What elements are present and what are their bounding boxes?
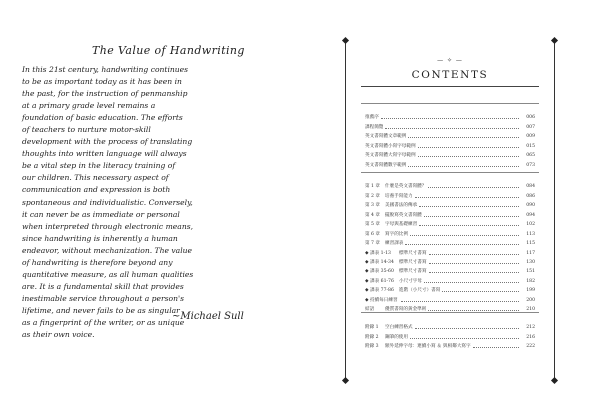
title-divider xyxy=(361,86,539,87)
toc-label: 推薦序 xyxy=(365,115,379,121)
toc-entry[interactable] xyxy=(365,130,535,139)
toc-page: 086 xyxy=(526,193,535,199)
handwriting-signature: ~Michael Sull xyxy=(172,311,244,322)
handwriting-line: are. It is a fundamental skill that provides xyxy=(22,281,184,291)
toc-page: 090 xyxy=(526,203,535,209)
toc-label: 標準尺寸書寫 xyxy=(399,269,427,275)
toc-page: 210 xyxy=(526,307,535,313)
handwriting-line: of teachers to nurture motor-skill xyxy=(22,125,151,135)
handwriting-line: thoughts into written language will always xyxy=(22,149,187,159)
toc-divider xyxy=(361,103,539,104)
toc-leader xyxy=(429,253,519,255)
title-ornament-icon: — ✧ — xyxy=(437,57,463,64)
toc-page: 212 xyxy=(526,325,535,331)
toc-leader xyxy=(418,155,519,157)
handwriting-line: endeavor, without mechanization. The value xyxy=(22,245,193,255)
handwriting-line: be a vital step in the literacy training of xyxy=(22,161,176,171)
toc-label: 寫字的比例 xyxy=(385,231,408,237)
toc-leader xyxy=(473,346,519,348)
toc-leader xyxy=(405,243,519,245)
toc-chapters xyxy=(365,180,535,312)
toc-label: 優質書寫的黃金準則 xyxy=(385,307,427,313)
toc-entry[interactable] xyxy=(365,321,535,330)
toc-entry[interactable] xyxy=(365,256,535,265)
toc-label: 進階（小尺寸）書寫 xyxy=(399,288,441,294)
toc-page: 117 xyxy=(526,250,535,256)
toc-entry[interactable] xyxy=(365,340,535,349)
toc-appendices xyxy=(365,321,535,349)
contents-title: CONTENTS xyxy=(411,69,489,81)
toc-page: 182 xyxy=(526,278,535,284)
toc-number: ◆ 課表 35-60 xyxy=(365,269,394,275)
handwriting-line: development with the process of translating xyxy=(22,137,193,147)
toc-label: 練習課表 xyxy=(385,241,404,247)
toc-page: 200 xyxy=(526,297,535,303)
toc-label: 美國書法的傳承 xyxy=(385,203,418,209)
toc-number: 第 3 章 xyxy=(365,203,381,209)
toc-leader xyxy=(429,262,519,264)
toc-leader xyxy=(442,290,519,292)
handwriting-line: foundation of basic education. The efforts xyxy=(22,113,183,123)
toc-leader xyxy=(401,300,519,302)
toc-number: ◆ 課表 14-34 xyxy=(365,259,394,265)
toc-number: ◆ 持續每日練習 xyxy=(365,297,398,303)
toc-entry[interactable] xyxy=(365,111,535,120)
toc-page: 113 xyxy=(526,231,535,237)
toc-entry[interactable] xyxy=(365,180,535,189)
toc-page: 222 xyxy=(526,344,535,350)
contents-page xyxy=(335,38,565,383)
toc-entry[interactable] xyxy=(365,227,535,236)
toc-number: 結語 xyxy=(365,307,375,313)
handwriting-line: lifetime, and never fails to be as singular xyxy=(22,305,180,315)
handwriting-line: it can never be as immediate or personal xyxy=(22,209,180,219)
toc-leader xyxy=(385,127,519,129)
toc-entry[interactable] xyxy=(365,293,535,302)
toc-entry[interactable] xyxy=(365,189,535,198)
toc-page: 130 xyxy=(526,259,535,265)
toc-number: ◆ 課表 1-13 xyxy=(365,250,391,256)
toc-label: 課程簡覽 xyxy=(365,124,384,130)
toc-leader xyxy=(408,165,519,167)
toc-number: 第 6 章 xyxy=(365,231,381,237)
handwriting-line: the past, for the instruction of penmanship xyxy=(22,89,188,99)
toc-leader xyxy=(419,205,519,207)
toc-page: 115 xyxy=(526,241,535,247)
toc-entry[interactable] xyxy=(365,237,535,246)
toc-label: 字母與基礎練習 xyxy=(385,222,418,228)
toc-entry[interactable] xyxy=(365,149,535,158)
toc-leader xyxy=(408,136,519,138)
corner-diamond-icon xyxy=(551,377,558,384)
toc-label: 英文書寫體文章範例 xyxy=(365,134,407,140)
toc-leader xyxy=(415,196,519,198)
handwriting-line: as a fingerprint of the writer, or as unique xyxy=(22,317,185,327)
toc-entry[interactable] xyxy=(365,284,535,293)
toc-entry[interactable] xyxy=(365,120,535,129)
toc-entry[interactable] xyxy=(365,139,535,148)
toc-label: 英文書寫體小寫字母範例 xyxy=(365,143,416,149)
toc-label: 培養手寫能力 xyxy=(385,193,413,199)
toc-label: 擺脫寫英文書寫體 xyxy=(385,212,422,218)
toc-entry[interactable] xyxy=(365,330,535,339)
toc-leader xyxy=(419,224,519,226)
handwriting-line: inestimable service throughout a person's xyxy=(22,293,185,303)
toc-label: 標準尺寸書寫 xyxy=(399,250,427,256)
toc-leader xyxy=(410,234,519,236)
toc-divider xyxy=(361,312,539,313)
handwriting-line: since handwriting is inherently a human xyxy=(22,233,178,243)
toc-page: 015 xyxy=(526,143,535,149)
handwriting-line: communication and expression is both xyxy=(22,185,171,195)
handwriting-line: when interpreted through electronic means, xyxy=(22,221,194,231)
toc-leader xyxy=(428,309,519,311)
toc-number: 第 4 章 xyxy=(365,212,381,218)
handwriting-line: of handwriting is therefore beyond any xyxy=(22,257,173,267)
toc-entry[interactable] xyxy=(365,199,535,208)
toc-label: 標準尺寸書寫 xyxy=(399,259,427,265)
toc-page: 151 xyxy=(526,269,535,275)
toc-number: 附錄 3 xyxy=(365,344,379,350)
handwriting-line: as their own voice. xyxy=(22,330,95,340)
toc-divider xyxy=(361,172,539,173)
handwriting-line: spontaneous and individualistic. Conversely, xyxy=(22,197,193,207)
toc-number: 第 2 章 xyxy=(365,193,381,199)
toc-entry[interactable] xyxy=(365,208,535,217)
toc-number: 附錄 2 xyxy=(365,334,379,340)
toc-label: 英文書寫體大寫字母範例 xyxy=(365,153,416,159)
toc-leader xyxy=(424,281,519,283)
toc-number: 第 5 章 xyxy=(365,222,381,228)
toc-label: 鋼筆的使用 xyxy=(385,334,408,340)
handwriting-line: quantitative measure, as all human qualities xyxy=(22,269,194,279)
toc-label: 什麼是英文書寫體？ xyxy=(385,184,427,190)
toc-leader xyxy=(424,215,519,217)
handwriting-line: our children. This necessary aspect of xyxy=(22,173,169,183)
toc-number: ◆ 課表 77-86 xyxy=(365,288,394,294)
toc-page: 216 xyxy=(526,334,535,340)
toc-page: 065 xyxy=(526,153,535,159)
toc-leader xyxy=(410,337,519,339)
handwriting-page xyxy=(22,36,284,340)
toc-number: ◆ 課表 61-76 xyxy=(365,278,394,284)
toc-label: 英文書寫體數字範例 xyxy=(365,162,407,168)
toc-front-matter xyxy=(365,111,535,168)
toc-page: 007 xyxy=(526,124,535,130)
toc-entry[interactable] xyxy=(365,246,535,255)
toc-label: 空白練習格式 xyxy=(385,325,413,331)
toc-page: 073 xyxy=(526,162,535,168)
toc-entry[interactable] xyxy=(365,274,535,283)
toc-page: 094 xyxy=(526,212,535,218)
toc-leader xyxy=(429,271,519,273)
toc-label: 額外延伸字母：連續小寫 ＆ 與相鄰大寫字 xyxy=(385,344,471,350)
handwriting-title: The Value of Handwriting xyxy=(92,44,245,57)
toc-number: 第 7 章 xyxy=(365,241,381,247)
toc-entry[interactable] xyxy=(365,218,535,227)
toc-leader xyxy=(415,327,519,329)
toc-leader xyxy=(381,117,519,119)
toc-entry[interactable] xyxy=(365,303,535,312)
toc-page: 006 xyxy=(526,115,535,121)
toc-entry[interactable] xyxy=(365,158,535,167)
toc-page: 102 xyxy=(526,222,535,228)
toc-label: 小尺寸字母 xyxy=(399,278,422,284)
toc-page: 084 xyxy=(526,184,535,190)
handwriting-line: at a primary grade level remains a xyxy=(22,101,156,111)
handwriting-line: In this 21st century, handwriting continues xyxy=(22,65,189,74)
handwriting-body xyxy=(22,64,277,341)
handwriting-line: to be as important today as it has been in xyxy=(22,77,182,87)
toc-page: 199 xyxy=(526,288,535,294)
toc-page: 009 xyxy=(526,134,535,140)
toc-number: 第 1 章 xyxy=(365,184,381,190)
toc-leader xyxy=(418,146,519,148)
toc-entry[interactable] xyxy=(365,265,535,274)
toc-leader xyxy=(428,186,519,188)
toc-number: 附錄 1 xyxy=(365,325,379,331)
